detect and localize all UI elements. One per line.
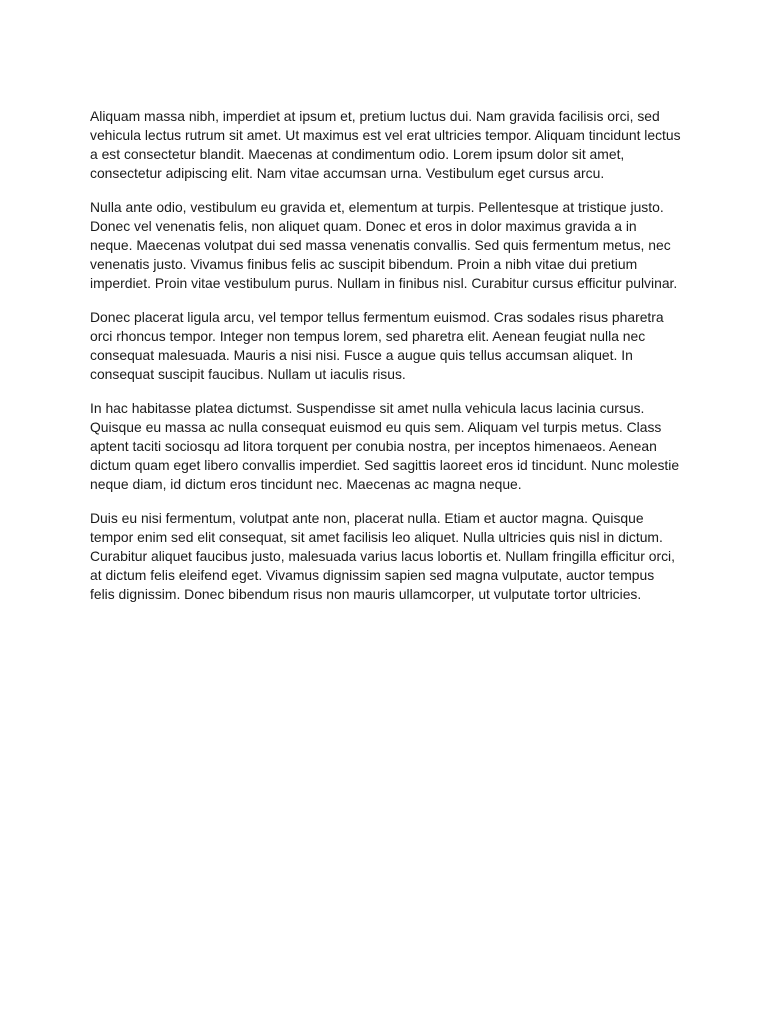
paragraph-3: Donec placerat ligula arcu, vel tempor tellus fermentum euismod. Cras sodales risus pharetra orci rhoncus tempor. Integer non tempus lorem, sed pharetra elit. Aenean feugiat nulla nec consequat malesuada. Mauris a nisi nisi. Fusce a augue quis tellus accumsan aliquet. In consequat suscipit faucibus. Nullam ut iaculis risus.	[90, 309, 664, 382]
document-body	[90, 107, 682, 619]
paragraph-4: In hac habitasse platea dictumst. Suspendisse sit amet nulla vehicula lacus lacinia cursus. Quisque eu massa ac nulla consequat euismod eu quis sem. Aliquam vel turpis metus. Class aptent taciti sociosqu ad litora torquent per conubia nostra, per inceptos himenaeos. Aenean dictum quam eget libero convallis imperdiet. Sed sagittis laoreet eros id tincidunt. Nunc molestie neque diam, id dictum eros tincidunt nec. Maecenas ac magna neque.	[90, 400, 680, 492]
paragraph-5: Duis eu nisi fermentum, volutpat ante non, placerat nulla. Etiam et auctor magna. Quisque tempor enim sed elit consequat, sit amet facilisis leo aliquet. Nulla ultricies quis nisl in dictum. Curabitur aliquet faucibus justo, malesuada varius lacus lobortis et. Nullam fringilla efficitur orci, at dictum felis eleifend eget. Vivamus dignissim sapien sed magna vulputate, auctor tempus felis dignissim. Donec bibendum risus non mauris ullamcorper, ut vulputate tortor ultricies.	[90, 510, 675, 602]
paragraph-1: Aliquam massa nibh, imperdiet at ipsum et, pretium luctus dui. Nam gravida facilisis orci, sed vehicula lectus rutrum sit amet. Ut maximus est vel erat ultricies tempor. Aliquam tincidunt lectus a est consectetur blandit. Maecenas at condimentum odio. Lorem ipsum dolor sit amet, consectetur adipiscing elit. Nam vitae accumsan urna. Vestibulum eget cursus arcu.	[90, 108, 681, 181]
paragraph-2: Nulla ante odio, vestibulum eu gravida et, elementum at turpis. Pellentesque at tristique justo. Donec vel venenatis felis, non aliquet quam. Donec et eros in dolor maximus gravida a in neque. Maecenas volutpat dui sed massa venenatis convallis. Sed quis fermentum metus, nec venenatis justo. Vivamus finibus felis ac suscipit bibendum. Proin a nibh vitae dui pretium imperdiet. Proin vitae vestibulum purus. Nullam in finibus nisl. Curabitur cursus efficitur pulvinar.	[90, 199, 678, 291]
